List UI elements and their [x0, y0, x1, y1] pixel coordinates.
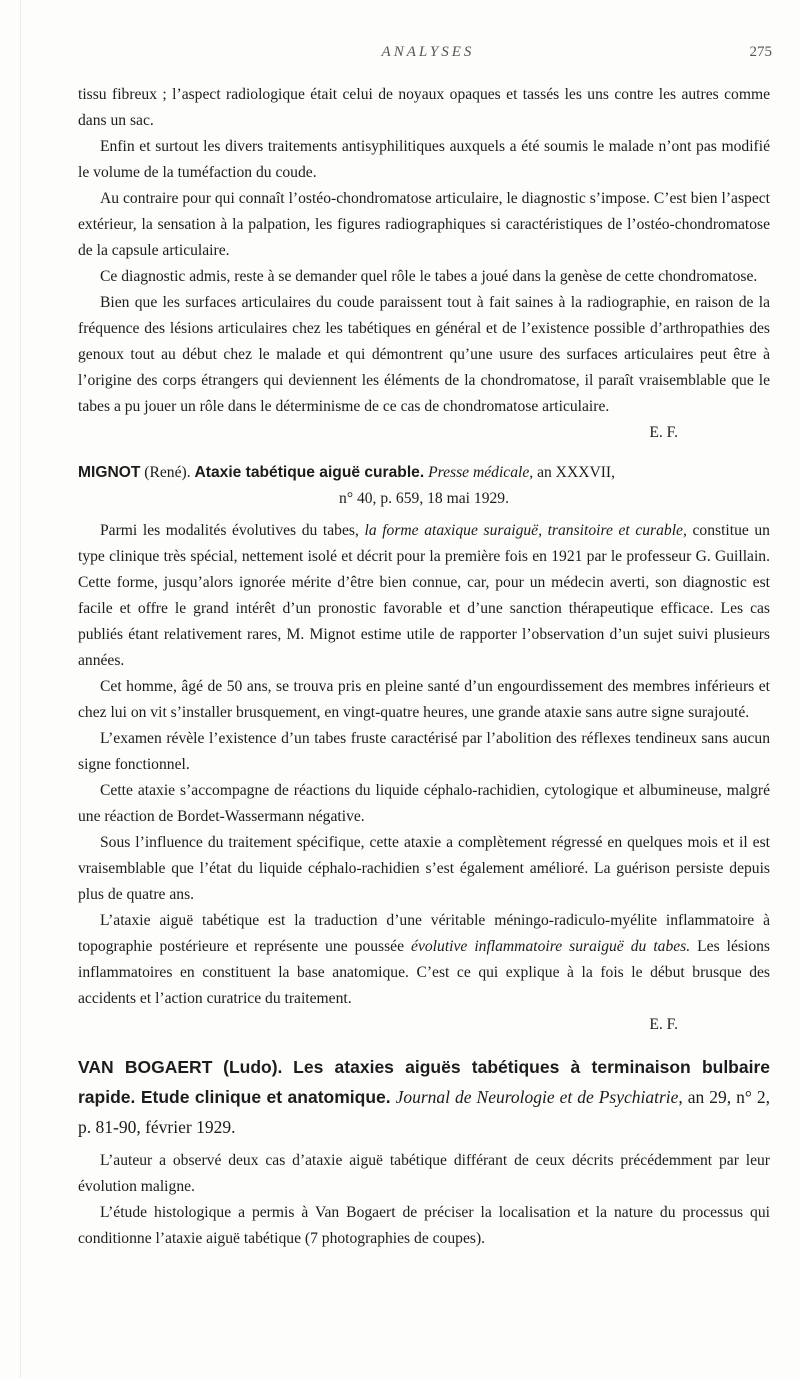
- review-journal: Presse médicale,: [428, 464, 534, 481]
- review-title: Ataxie tabétique aiguë curable.: [194, 464, 425, 481]
- review-author-firstname: (René).: [144, 464, 191, 481]
- paragraph: Au contraire pour qui connaît l’ostéo-chondromatose articulaire, le diagnostic s’impose. C’est bien l’aspect extérieur, la sensation à la palpation, les figures radiographiques si caractéristiques de l’ostéo-chondromatose de la capsule articulaire.: [78, 190, 770, 259]
- review-heading-van-bogaert: [78, 1052, 770, 1142]
- paragraph: Parmi les modalités évolutives du tabes, la forme ataxique suraiguë, transitoire et curable, constitue un type clinique très spécial, nettement isolé et décrit pour la première fois en 1921 par le professeur G. Guillain. Cette forme, jusqu’alors ignorée mérite d’être bien connue, car, pour un médecin averti, son diagnostic est facile et offre le grand intérêt d’un pronostic favorable et d’une sanction thérapeutique efficace. Les cas publiés étant relativement rares, M. Mignot estime utile de rapporter l’observation d’un sujet suivi plusieurs années.: [78, 522, 770, 669]
- binding-edge: [20, 0, 21, 1378]
- review-author: MIGNOT: [78, 464, 141, 481]
- signature-initials: E. F.: [649, 1016, 678, 1033]
- review-author-firstname: (Ludo).: [223, 1057, 283, 1077]
- paragraph-continued: tissu fibreux ; l’aspect radiologique était celui de noyaux opaques et tassés les uns contre les autres comme dans un sac.: [78, 86, 770, 129]
- page-number: 275: [749, 44, 772, 60]
- review-heading-mignot: [78, 460, 770, 512]
- paragraph: L’ataxie aiguë tabétique est la traduction d’une véritable méningo-radiculo-myélite inflammatoire à topographie postérieure et représente une poussée évolutive inflammatoire suraiguë du tabes. Les lésions inflammatoires en constituent la base anatomique. C’est ce qui explique à la fois le début brusque des accidents et l’action curatrice du traitement.: [78, 912, 770, 1007]
- italic-phrase: évolutive inflammatoire suraiguë du tabes.: [411, 938, 691, 955]
- review-author: VAN BOGAERT: [78, 1057, 213, 1077]
- review-reference-line: n° 40, p. 659, 18 mai 1929.: [339, 490, 509, 507]
- review-title: Les ataxies aiguës tabétiques à terminaison bulbaire rapide. Etude clinique et anatomique.: [78, 1057, 771, 1107]
- review-reference: an 29, n° 2, p. 81-90, février 1929.: [78, 1087, 770, 1137]
- italic-phrase: la forme ataxique suraiguë, transitoire et curable,: [364, 522, 687, 539]
- paragraph: Sous l’influence du traitement spécifique, cette ataxie a complètement régressé en quelques mois et il est vraisemblable que l’état du liquide céphalo-rachidien s’est également amélioré. La guérison persiste depuis plus de quatre ans.: [78, 834, 770, 903]
- paragraph: L’étude histologique a permis à Van Bogaert de préciser la localisation et la nature du processus qui conditionne l’ataxie aiguë tabétique (7 photographies de coupes).: [78, 1204, 770, 1247]
- paragraph: Cette ataxie s’accompagne de réactions du liquide céphalo-rachidien, cytologique et albumineuse, malgré une réaction de Bordet-Wassermann négative.: [78, 782, 770, 825]
- signature-initials: E. F.: [649, 424, 678, 441]
- paragraph: Cet homme, âgé de 50 ans, se trouva pris en pleine santé d’un engourdissement des membres inférieurs et chez lui on vit s’installer brusquement, en vingt-quatre heures, une grande ataxie sans autre signe surajouté.: [78, 678, 770, 721]
- running-title: ANALYSES: [381, 44, 475, 60]
- paragraph: Bien que les surfaces articulaires du coude paraissent tout à fait saines à la radiographie, en raison de la fréquence des lésions articulaires chez les tabétiques en général et de l’existence possible d’arthropathies des genoux tout au début chez le malade et qui démontrent qu’une usure des surfaces articulaires peut être à l’origine des corps étrangers qui deviennent les éléments de la chondromatose, il paraît vraisemblable que le tabes a pu jouer un rôle dans le déterminisme de ce cas de chondromatose articulaire.: [78, 294, 770, 415]
- review-reference: an XXXVII,: [537, 464, 616, 481]
- page-content: [78, 82, 770, 1252]
- review-journal: Journal de Neurologie et de Psychiatrie,: [395, 1087, 683, 1107]
- paragraph: Ce diagnostic admis, reste à se demander quel rôle le tabes a joué dans la genèse de cette chondromatose.: [100, 268, 758, 285]
- page-header: [84, 44, 772, 68]
- paragraph: Enfin et surtout les divers traitements antisyphilitiques auxquels a été soumis le malade n’ont pas modifié le volume de la tuméfaction du coude.: [78, 138, 770, 181]
- paragraph: L’examen révèle l’existence d’un tabes fruste caractérisé par l’abolition des réflexes tendineux sans aucun signe fonctionnel.: [78, 730, 770, 773]
- paragraph: L’auteur a observé deux cas d’ataxie aiguë tabétique différant de ceux décrits précédemment par leur évolution maligne.: [78, 1152, 770, 1195]
